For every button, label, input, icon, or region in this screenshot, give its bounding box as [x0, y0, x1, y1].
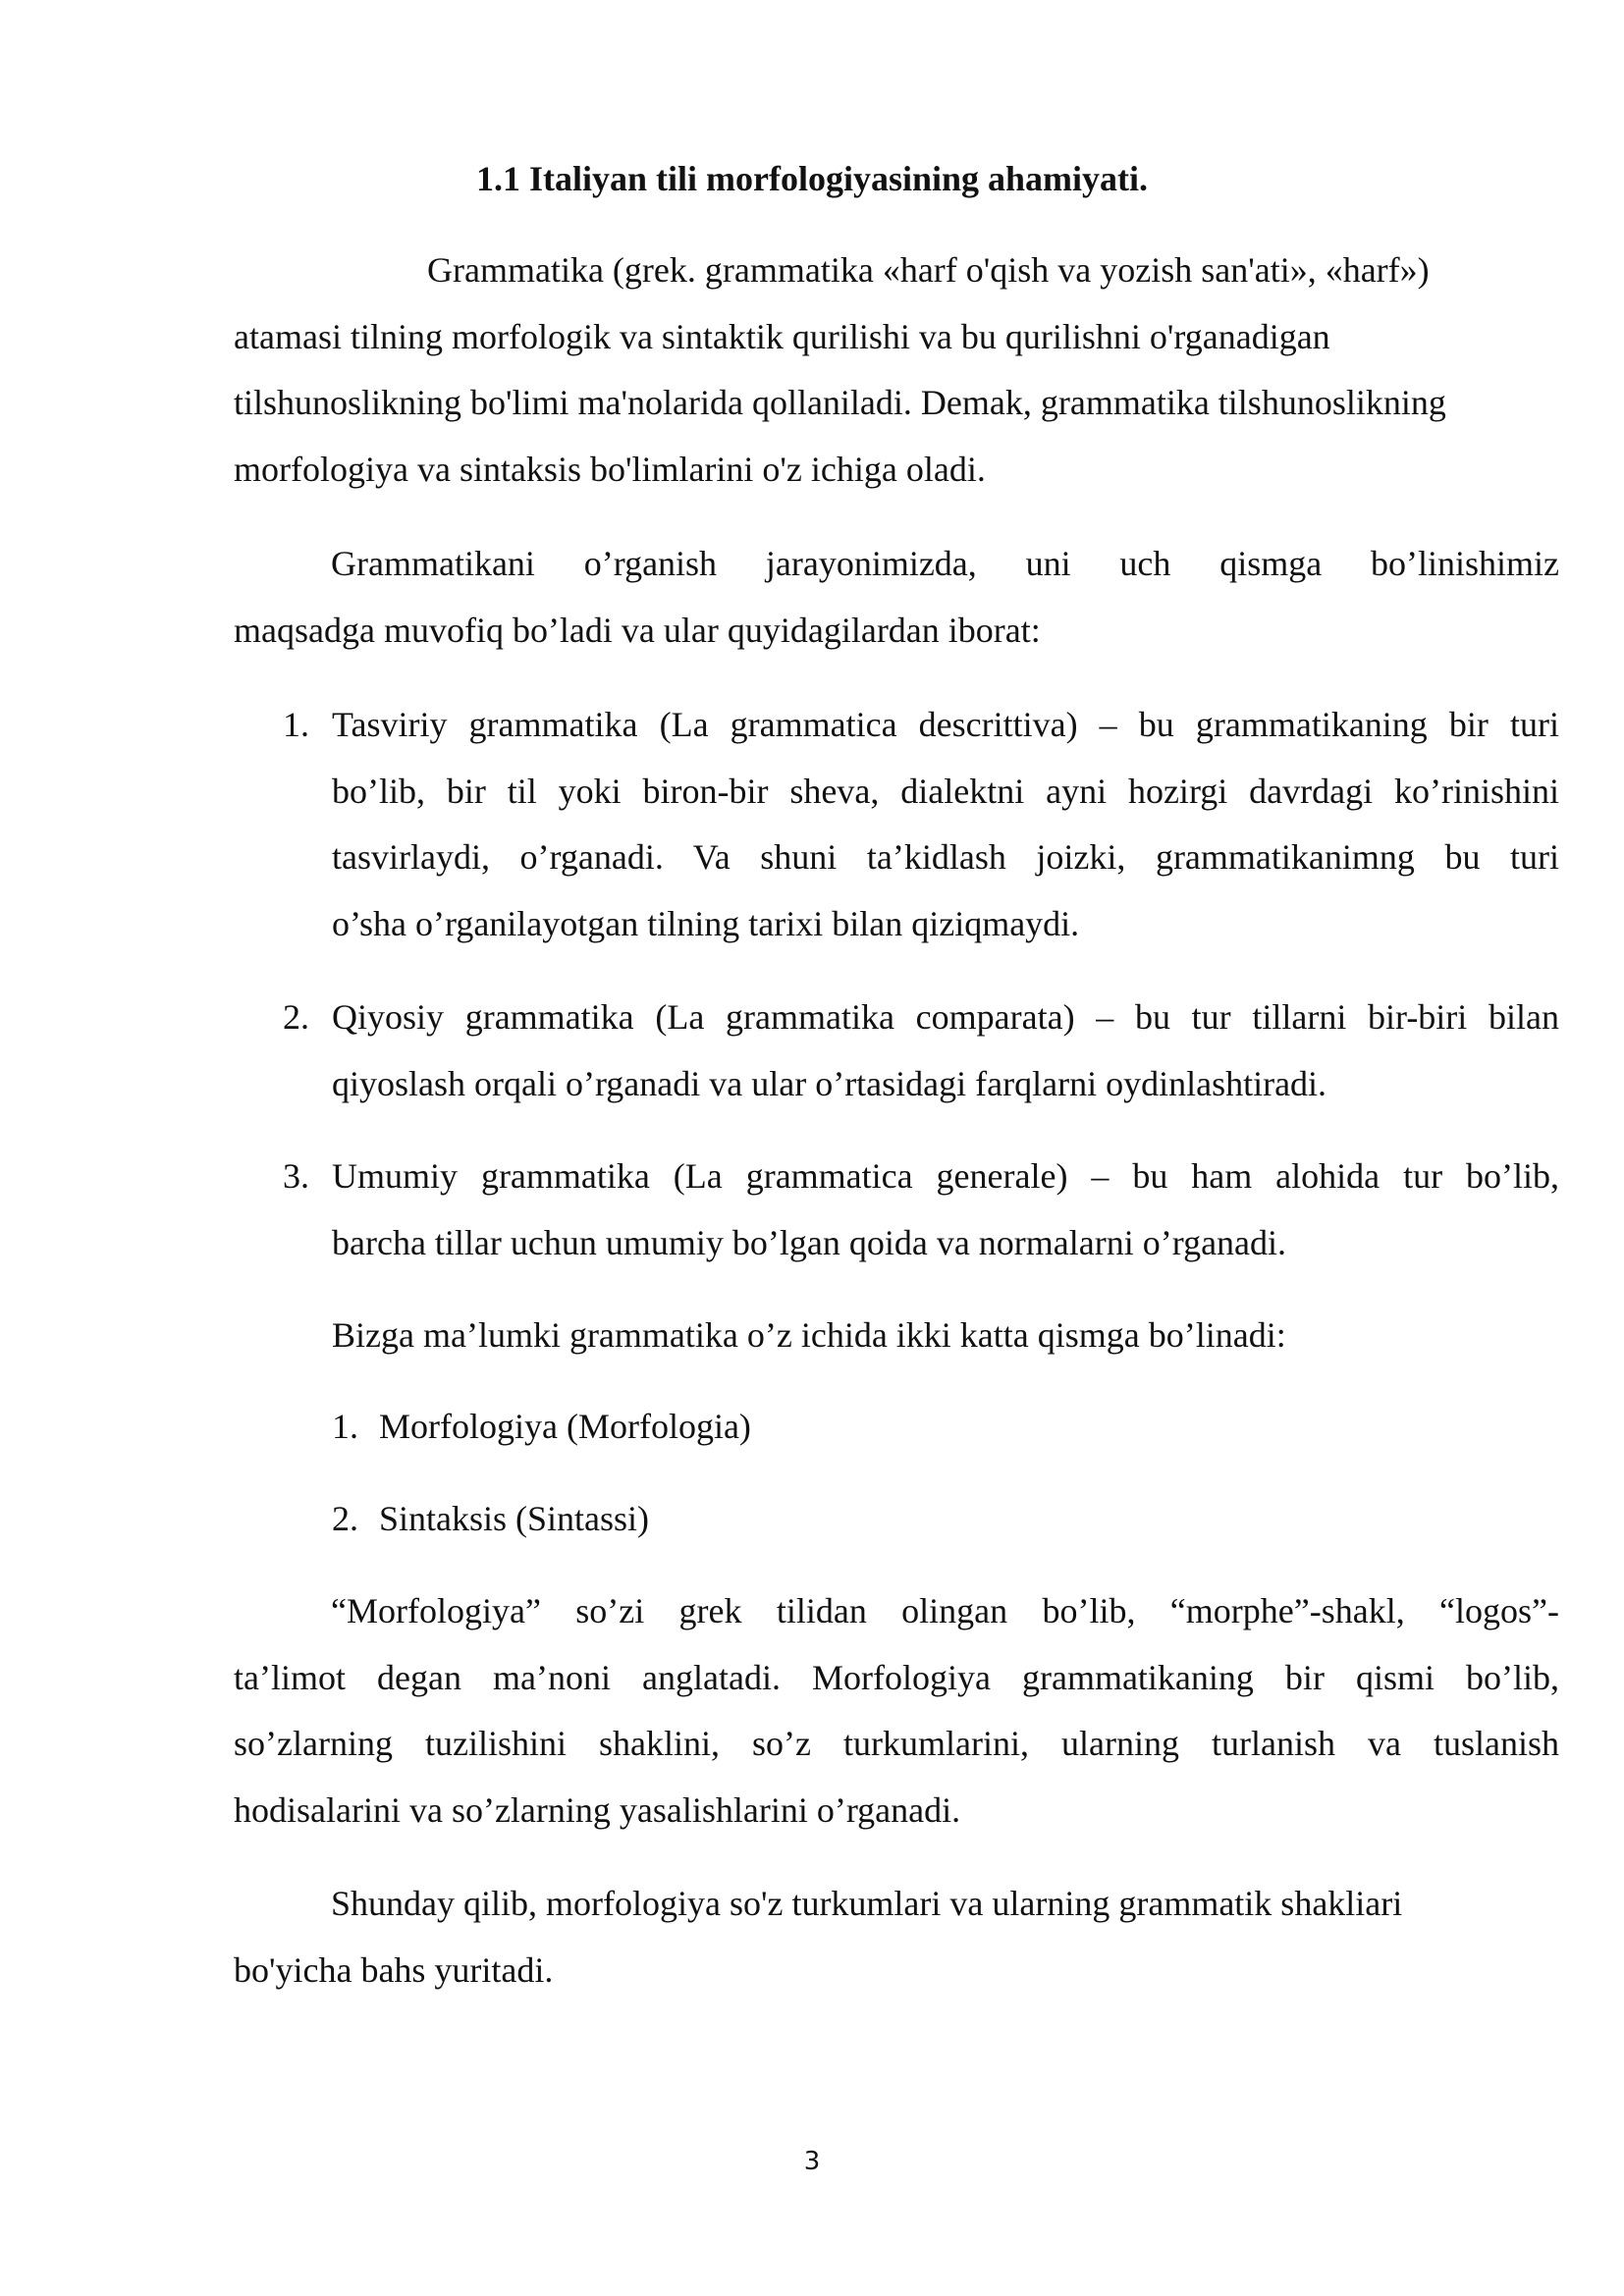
list-item-line: Tasviriy grammatika (La grammatica descrittiva) – bu grammatikaning bir turi: [332, 705, 1559, 744]
list-item-number: 2.: [332, 1499, 358, 1538]
paragraph-line: Bizga ma’lumki grammatika o’z ichida ikki katta qismga bo’linadi:: [332, 1315, 1286, 1355]
paragraph-grammar-parts-intro: [234, 531, 1559, 664]
list-item-text: Morfologiya (Morfologia): [379, 1407, 751, 1446]
list-item-line: bo’lib, bir til yoki biron-bir sheva, dialektni ayni hozirgi davrdagi ko’rinishini: [332, 771, 1559, 811]
list-item-line: tasvirlaydi, o’rganadi. Va shuni ta’kidlash joizki, grammatikanimng bu turi: [332, 837, 1559, 877]
list-item-line: Qiyosiy grammatika (La grammatika comparata) – bu tur tillarni bir-biri bilan: [332, 997, 1559, 1037]
list-item-tasviriy: [332, 692, 1559, 957]
paragraph-line: Grammatika (grek. grammatika «harf o'qish va yozish san'ati», «harf»): [427, 250, 1430, 290]
paragraph-line: Grammatikani o’rganish jarayonimizda, uni uch qismga bo’linishimiz: [331, 544, 1559, 583]
list-item-umumiy: [332, 1144, 1559, 1276]
paragraph-line: morfologiya va sintaksis bo'limlarini o'z ichiga oladi.: [234, 449, 986, 489]
paragraph-grammatika-definition: [234, 238, 1559, 503]
paragraph-line: atamasi tilning morfologik va sintaktik qurilishi va bu qurilishni o'rganadigan: [234, 316, 1330, 356]
paragraph-morfologiya-definition: [234, 1578, 1559, 1843]
list-item-qiyosiy: [332, 985, 1559, 1117]
paragraph-two-parts: [332, 1303, 1559, 1369]
paragraph-line: bo'yicha bahs yuritadi.: [234, 1949, 554, 1990]
list-item-text: Sintaksis (Sintassi): [379, 1499, 650, 1538]
list-item-line: barcha tillar uchun umumiy bo’lgan qoida va normalarni o’rganadi.: [332, 1222, 1287, 1262]
list-item-number: 2.: [283, 997, 309, 1037]
list-item-morfologiya: [379, 1394, 1557, 1461]
list-item-number: 3.: [283, 1156, 309, 1196]
list-item-sintaksis: [379, 1486, 1557, 1553]
paragraph-line: Shunday qilib, morfologiya so'z turkumlari va ularning grammatik shakliari: [331, 1884, 1403, 1923]
paragraph-line: maqsadga muvofiq bo’ladi va ular quyidagilardan iborat:: [234, 610, 1041, 650]
paragraph-line: ta’limot degan ma’noni anglatadi. Morfologiya grammatikaning bir qismi bo’lib,: [234, 1657, 1559, 1697]
section-heading: 1.1 Italiyan tili morfologiyasining ahamiyati.: [475, 159, 1149, 198]
list-item-line: qiyoslash orqali o’rganadi va ular o’rtasidagi farqlarni oydinlashtiradi.: [332, 1063, 1327, 1103]
paragraph-line: hodisalarini va so’zlarning yasalishlarini o’rganadi.: [234, 1789, 961, 1830]
page-number: 3: [803, 2147, 821, 2176]
list-item-number: 1.: [332, 1407, 358, 1446]
list-item-line: Umumiy grammatika (La grammatica generale) – bu ham alohida tur bo’lib,: [332, 1156, 1559, 1196]
paragraph-line: so’zlarning tuzilishini shaklini, so’z turkumlarini, ularning turlanish va tuslanish: [234, 1724, 1559, 1763]
list-item-line: o’sha o’rganilayotgan tilning tarixi bilan qiziqmaydi.: [332, 903, 1080, 943]
list-item-number: 1.: [283, 705, 309, 744]
paragraph-conclusion: [234, 1871, 1559, 2003]
paragraph-line: “Morfologiya” so’zi grek tilidan olingan bo’lib, “morphe”-shakl, “logos”-: [331, 1591, 1559, 1630]
paragraph-line: tilshunoslikning bo'limi ma'nolarida qollaniladi. Demak, grammatika tilshunoslikning: [234, 383, 1446, 422]
